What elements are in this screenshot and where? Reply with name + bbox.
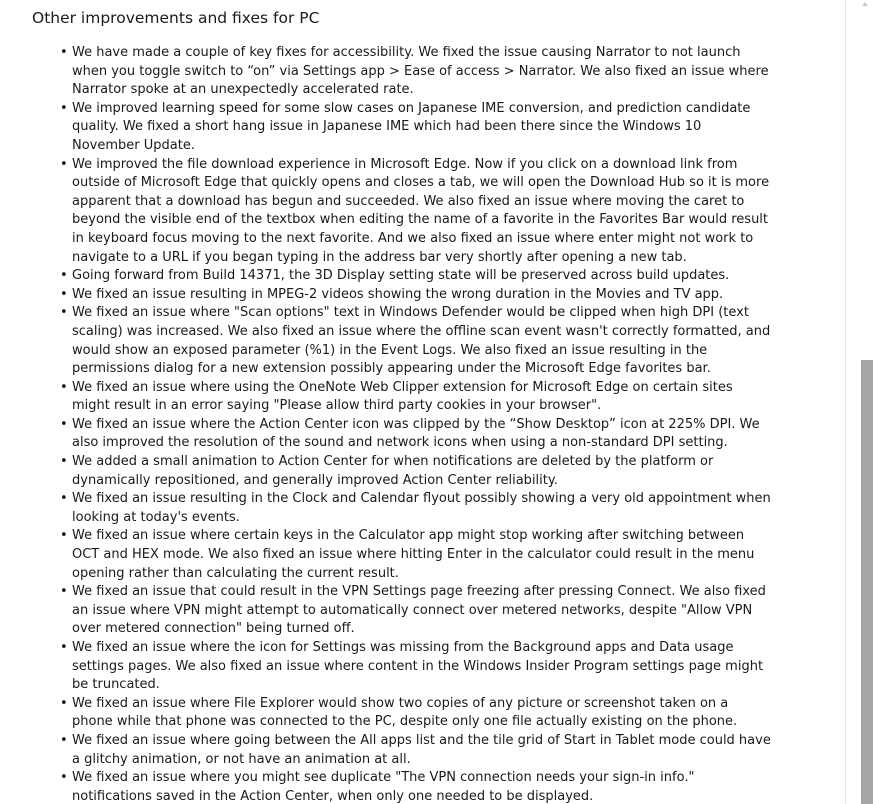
bullet-icon: • bbox=[60, 45, 68, 60]
list-item bbox=[60, 267, 772, 286]
list-item-text: We fixed an issue where going between the All apps list and the tile grid of Start in Tablet mode could have a glitchy animation, or not have an animation at all. bbox=[72, 732, 771, 767]
list-item-text: We improved the file download experience in Microsoft Edge. Now if you click on a download link from outside of Microsoft Edge that quickly opens and closes a tab, we will open the Download Hub so it is more apparent that a download has begun and succeeded. We also fixed an issue where moving the caret to beyond the visible end of the textbox when editing the name of a favorite in the Favorites Bar would result in keyboard focus moving to the next favorite. And we also fixed an issue where enter might not work to navigate to a URL if you began typing in the address bar very shortly after opening a new tab. bbox=[72, 156, 770, 265]
list-item-text: We added a small animation to Action Center for when notifications are deleted by the platform or dynamically repositioned, and generally improved Action Center reliability. bbox=[72, 454, 714, 488]
list-item bbox=[60, 286, 772, 305]
vertical-scrollbar[interactable] bbox=[845, 0, 873, 804]
bullet-icon: • bbox=[60, 416, 68, 432]
bullet-icon: • bbox=[60, 286, 68, 302]
list-item bbox=[60, 732, 772, 769]
bullet-icon: • bbox=[60, 695, 68, 711]
bullet-icon: • bbox=[60, 454, 68, 470]
bullet-icon: • bbox=[60, 268, 68, 284]
bullet-icon: • bbox=[60, 156, 68, 172]
list-item-text: We fixed an issue where you might see duplicate "The VPN connection needs your sign-in info." notifications saved in the Action Center, when only one needed to be displayed. bbox=[72, 770, 695, 804]
list-item-text: We fixed an issue that could result in the VPN Settings page freezing after pressing Connect. We also fixed an issue where VPN might attempt to automatically connect over metered networks, despite "Allow VPN over metered connection" being turned off. bbox=[72, 584, 766, 637]
list-item-text: We fixed an issue where File Explorer would show two copies of any picture or screenshot taken on a phone while that phone was connected to the PC, despite only one file actually existing on the phone. bbox=[72, 695, 738, 730]
bullet-icon: • bbox=[60, 491, 68, 507]
section-heading: Other improvements and fixes for PC bbox=[32, 9, 320, 27]
list-item bbox=[60, 490, 772, 527]
list-item-text: We fixed an issue resulting in MPEG-2 videos showing the wrong duration in the Movies and TV app. bbox=[72, 286, 724, 302]
scroll-up-arrow-icon[interactable] bbox=[862, 2, 868, 6]
bullet-icon: • bbox=[60, 528, 68, 544]
list-item bbox=[60, 100, 772, 156]
list-item-text: We fixed an issue where using the OneNote Web Clipper extension for Microsoft Edge on certain sites might result in an error saying "Please allow third party cookies in your browser". bbox=[72, 379, 733, 414]
bullet-icon: • bbox=[60, 379, 68, 395]
bullet-icon: • bbox=[60, 640, 68, 655]
list-item bbox=[60, 769, 772, 804]
fix-list bbox=[60, 44, 772, 804]
list-item bbox=[60, 695, 772, 732]
list-item-text: We fixed an issue where "Scan options" text in Windows Defender would be clipped when high DPI (text scaling) was increased. We also fixed an issue where the offline scan event wasn't correctly formatted, and would show an exposed parameter (%1) in the Event Logs. We also fixed an issue resulting in the permissions dialog for a new extension possibly appearing under the Microsoft Edge favorites bar. bbox=[72, 305, 771, 377]
list-item-text: We fixed an issue where certain keys in the Calculator app might stop working after switching between OCT and HEX mode. We also fixed an issue where hitting Enter in the calculator could result in the menu opening rather than calculating the current result. bbox=[72, 528, 755, 581]
list-item bbox=[60, 416, 772, 453]
bullet-icon: • bbox=[60, 100, 68, 116]
list-item bbox=[60, 453, 772, 490]
list-item-text: We fixed an issue where the Action Center icon was clipped by the “Show Desktop” icon at 225% DPI. We also improved the resolution of the sound and network icons when using a non-standard DPI setting. bbox=[72, 416, 760, 451]
list-item bbox=[60, 379, 772, 416]
list-item-text: We fixed an issue resulting in the Clock and Calendar flyout possibly showing a very old appointment when looking at today's events. bbox=[72, 491, 771, 525]
list-item bbox=[60, 527, 772, 583]
list-item-text: Going forward from Build 14371, the 3D Display setting state will be preserved across build updates. bbox=[72, 268, 730, 284]
list-item-text: We have made a couple of key fixes for accessibility. We fixed the issue causing Narrator to not launch when you toggle switch to “on” via Settings app > Ease of access > Narrator. We also fixed an issue where Narrator spoke at an unexpectedly accelerated rate. bbox=[72, 45, 769, 98]
bullet-icon: • bbox=[60, 305, 68, 321]
list-item bbox=[60, 156, 772, 268]
bullet-icon: • bbox=[60, 770, 68, 786]
list-item bbox=[60, 44, 772, 100]
list-item bbox=[60, 304, 772, 378]
bullet-icon: • bbox=[60, 584, 68, 600]
list-item-text: We improved learning speed for some slow cases on Japanese IME conversion, and prediction candidate quality. We fixed a short hang issue in Japanese IME which had been there since the Windows 10 November Update. bbox=[72, 100, 751, 153]
bullet-icon: • bbox=[60, 732, 68, 748]
list-item-text: We fixed an issue where the icon for Settings was missing from the Background apps and Data usage settings pages. We also fixed an issue where content in the Windows Insider Program settings page might be truncated. bbox=[72, 640, 764, 693]
list-item bbox=[60, 583, 772, 639]
list-item bbox=[60, 639, 772, 695]
scrollbar-thumb[interactable] bbox=[861, 360, 873, 804]
